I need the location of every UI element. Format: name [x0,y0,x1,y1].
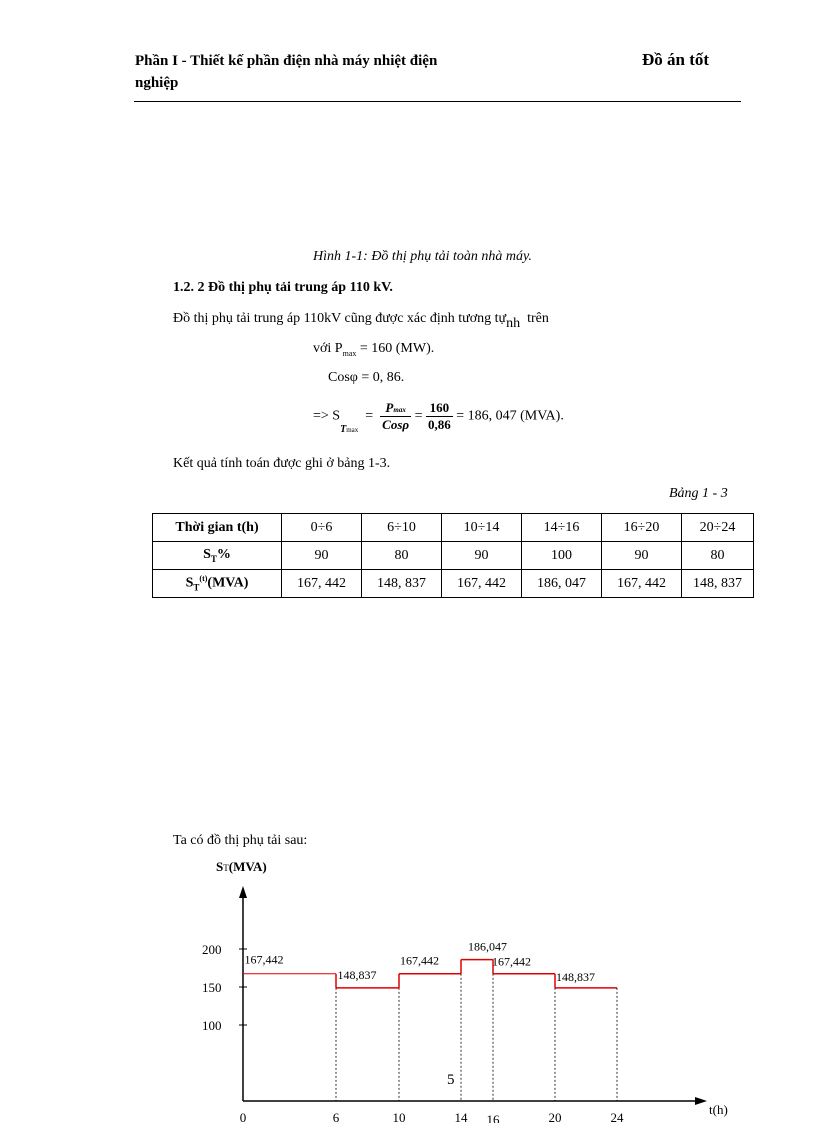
formula-pmax-sub: max [342,348,357,358]
table-col-header: 14÷16 [522,514,602,542]
segment-label: 148,837 [556,969,595,984]
paragraph-2: Kết quả tính toán được ghi ở bảng 1-3. [173,456,391,471]
table-cell: 186, 047 [522,570,602,598]
formula-cos: Cosφ = 0, 86. [328,370,405,385]
table-cell: 148, 837 [682,570,754,598]
formula-smax-prefix: => S [313,408,341,424]
y-axis-arrow [239,886,247,898]
y-tick-label: 200 [202,942,222,957]
frac1-num-sub: max [393,406,406,414]
formula-smax-result: = 186, 047 (MVA). [456,408,564,424]
table-header-label: Thời gian t(h) [153,514,282,542]
table-cell: 167, 442 [602,570,682,598]
paragraph-1-sub: nh [506,316,521,331]
frac2-den: 0,86 [428,417,451,432]
x-tick-label: 20 [548,1110,562,1123]
table-cell: 80 [682,542,754,570]
x-tick-label: 0 [239,1110,247,1123]
y-axis-label: ST(MVA) [216,859,267,874]
segment-label: 167,442 [244,952,284,967]
y-tick-label: 150 [202,980,222,995]
header-title-line2: nghiệp [135,75,179,91]
table-cell: 148, 837 [362,570,442,598]
header-right-title: Đồ án tốt [642,50,710,69]
formula-smax-sub: T [340,423,347,435]
chart-intro: Ta có đồ thị phụ tải sau: [173,833,308,848]
formula-eq-1: = [365,408,374,424]
figure-caption: Hình 1-1: Đồ thị phụ tải toàn nhà máy. [313,249,532,264]
segment-label: 167,442 [492,954,531,969]
x-tick-label: 16 [486,1112,500,1123]
table-cell: 90 [442,542,522,570]
segment-label: 186,047 [468,939,507,954]
section-heading: 1.2. 2 Đồ thị phụ tải trung áp 110 kV. [173,280,393,295]
paragraph-1-tail: trên [527,311,549,326]
table-col-header: 16÷20 [602,514,682,542]
paragraph-1-main: Đồ thị phụ tải trung áp 110kV cũng được xác định tương tự [173,311,507,326]
x-axis-label: t(h) [709,1102,728,1117]
row-label-s: S [203,547,211,563]
x-axis-arrow [695,1097,707,1105]
x-tick-label: 6 [332,1110,340,1123]
row-label-suffix: % [216,547,231,563]
header-title-line1: Phần I - Thiết kế phần điện nhà máy nhiệt điện [135,53,438,69]
row-label-sup: (t) [199,574,208,584]
row-label-suffix: (MVA) [207,575,249,591]
table-col-header: 10÷14 [442,514,522,542]
table-col-header: 6÷10 [362,514,442,542]
formula-pmax-suffix: = 160 (MW). [356,341,435,356]
segment-label: 148,837 [337,967,377,982]
formula-smax-subsub: max [346,425,359,434]
table-caption: Bảng 1 - 3 [669,486,728,501]
table-cell: 80 [362,542,442,570]
table-cell: 167, 442 [442,570,522,598]
frac2-num: 160 [426,400,453,417]
table-col-header: 20÷24 [682,514,754,542]
table-cell: 167, 442 [282,570,362,598]
frac1-den: Cosρ [382,417,410,432]
row-label-s: S [185,575,194,591]
table-cell: 100 [522,542,602,570]
table-col-header: 0÷6 [282,514,362,542]
formula-eq-2: = [414,408,423,424]
formula-pmax-prefix: với P [313,341,343,356]
frac1-num: P [385,400,394,415]
x-tick-label: 24 [610,1110,624,1123]
x-tick-label: 14 [454,1110,468,1123]
segment-label: 167,442 [400,953,439,968]
table-cell: 90 [602,542,682,570]
row-label-sub: T [210,553,217,564]
table-cell: 90 [282,542,362,570]
y-tick-label: 100 [202,1018,222,1033]
x-tick-label: 10 [392,1110,406,1123]
chart-annotation: 5 [447,1072,455,1088]
row-label-sub: T [193,582,200,593]
